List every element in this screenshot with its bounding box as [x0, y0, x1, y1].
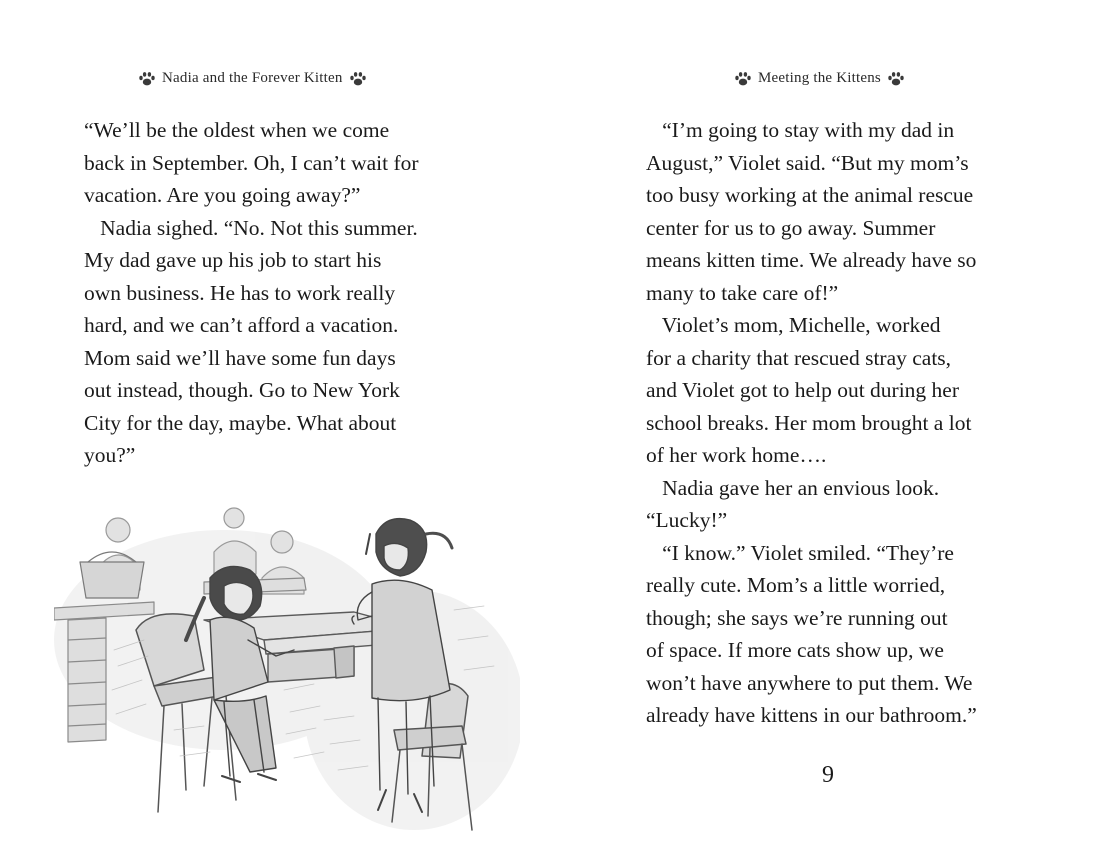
text-line: though; she says we’re running out — [646, 605, 948, 630]
text-line: Nadia gave her an envious look. — [646, 475, 940, 500]
text-line: school breaks. Her mom brought a lot — [646, 410, 972, 435]
text-line: own business. He has to work really — [84, 280, 396, 305]
text-line: and Violet got to help out during her — [646, 378, 959, 402]
text-line: means kitten time. We already have so — [646, 248, 977, 272]
paw-print-icon — [887, 71, 905, 87]
text-line: City for the day, maybe. What about — [84, 410, 397, 435]
text-line: My dad gave up his job to start his — [84, 248, 382, 272]
paw-print-icon — [138, 71, 156, 87]
right-running-head-title: Meeting the Kittens — [758, 70, 881, 86]
text-line: August,” Violet said. “But my mom’s — [646, 150, 969, 175]
text-line: too busy working at the animal rescue — [646, 183, 974, 207]
text-line: hard, and we can’t afford a vacation. — [84, 313, 399, 337]
text-line: “Lucky!” — [646, 508, 728, 532]
left-body-text — [84, 114, 484, 472]
paw-print-icon — [734, 71, 752, 87]
text-line: vacation. Are you going away?” — [84, 183, 361, 207]
classroom-illustration — [54, 490, 520, 840]
left-running-head — [138, 70, 367, 87]
paw-print-icon — [349, 71, 367, 87]
text-line: many to take care of!” — [646, 280, 839, 305]
text-line: “I know.” Violet smiled. “They’re — [646, 540, 954, 565]
text-line: “I’m going to stay with my dad in — [646, 118, 955, 142]
text-line: for a charity that rescued stray cats, — [646, 345, 952, 370]
text-line: Nadia sighed. “No. Not this summer. — [84, 215, 418, 240]
text-line: Mom said we’ll have some fun days — [84, 345, 396, 370]
page-number: 9 — [822, 762, 834, 788]
right-body-text — [646, 114, 1046, 732]
right-running-head — [734, 70, 905, 87]
text-line: center for us to go away. Summer — [646, 215, 936, 240]
text-line: Violet’s mom, Michelle, worked — [646, 313, 941, 337]
text-line: back in September. Oh, I can’t wait for — [84, 150, 419, 175]
text-line: “We’ll be the oldest when we come — [84, 118, 390, 142]
text-line: already have kittens in our bathroom.” — [646, 703, 977, 727]
text-line: really cute. Mom’s a little worried, — [646, 573, 946, 597]
text-line: won’t have anywhere to put them. We — [646, 670, 973, 695]
text-line: you?” — [84, 443, 136, 467]
right-page — [550, 0, 1100, 848]
left-running-head-title: Nadia and the Forever Kitten — [162, 70, 343, 86]
text-line: out instead, though. Go to New York — [84, 378, 400, 402]
text-line: of space. If more cats show up, we — [646, 638, 944, 662]
text-line: of her work home…. — [646, 443, 827, 467]
